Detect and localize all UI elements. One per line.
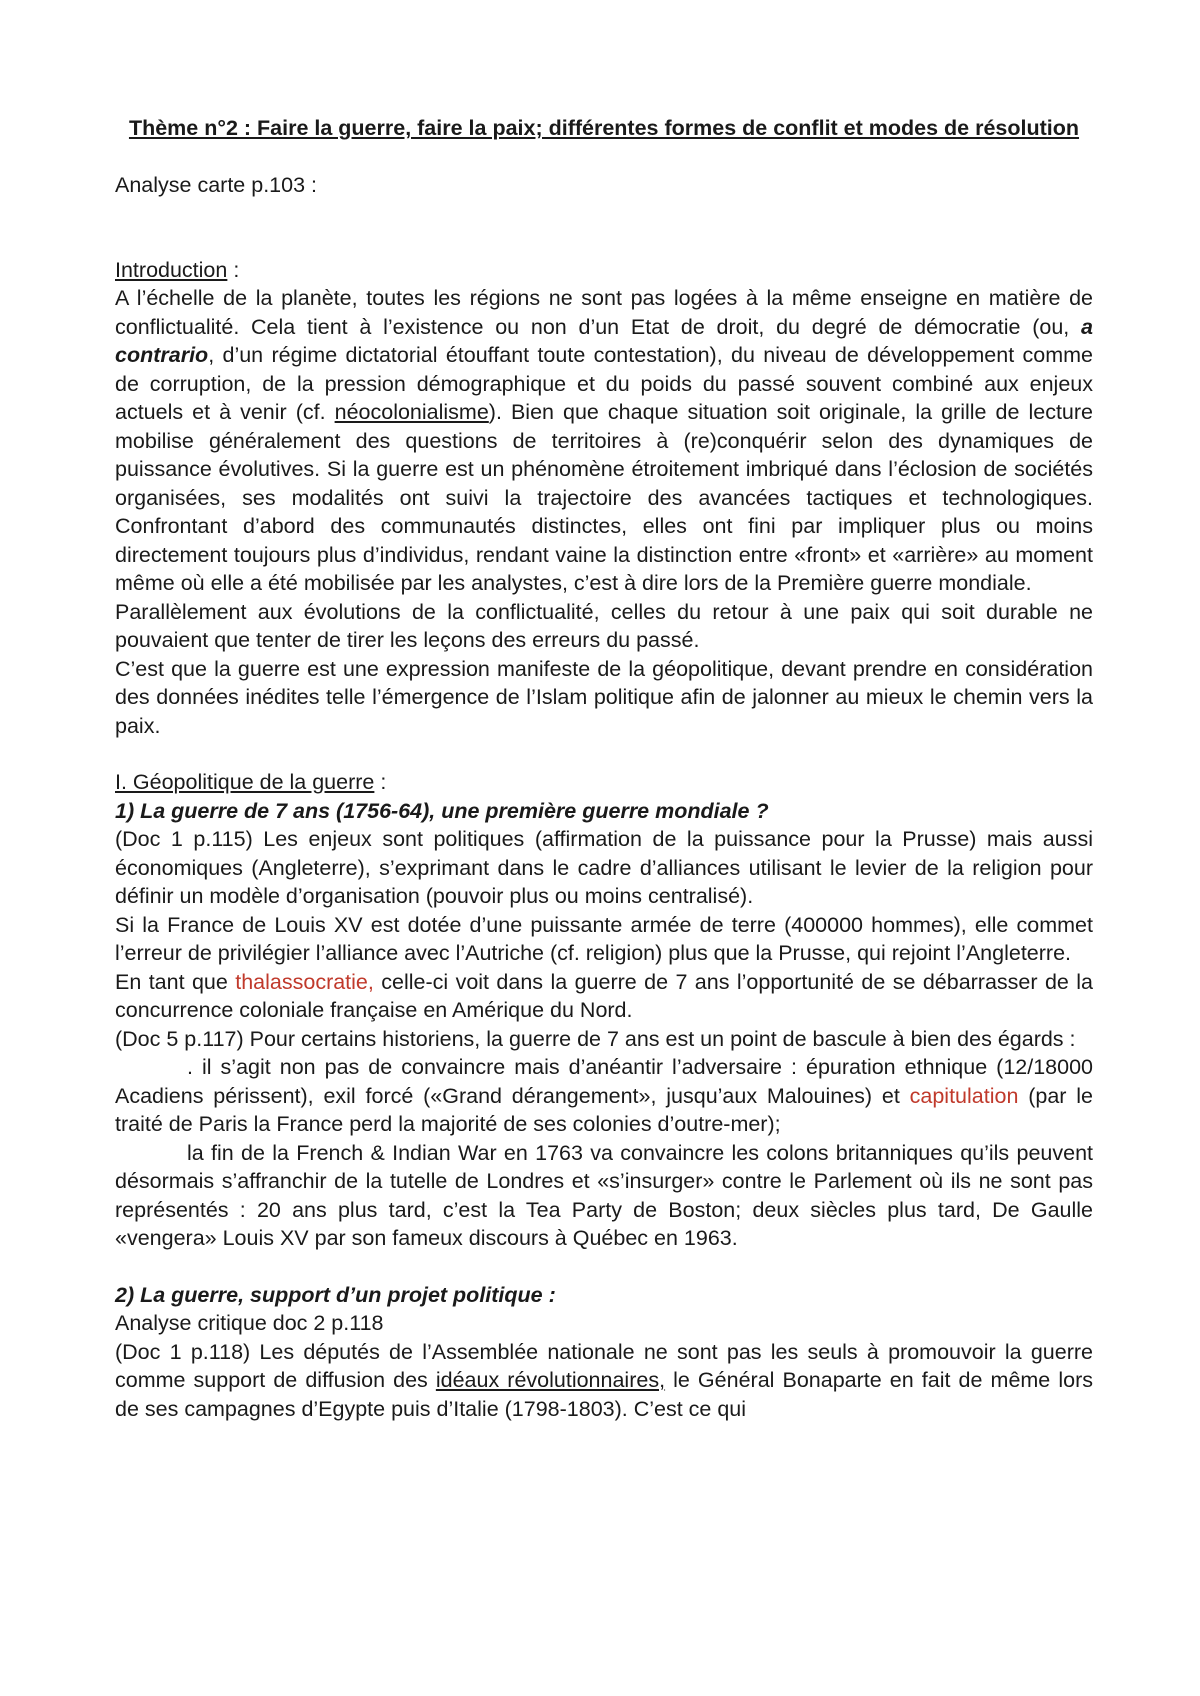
section1-paragraph-1: (Doc 1 p.115) Les enjeux sont politiques (affirmation de la puissance pour la Prusse) mais aussi économiques (Angleterre), s’exprimant dans le cadre d’alliances utilisant le levier de la religion pour définir un modèle d’organisation (pouvoir plus ou moins centralisé).: [115, 827, 1093, 908]
s1-p5-part-a: . il s’agit non pas de convaincre mais d’anéantir l’adversaire : épuration ethnique (12/18000 Acadiens périssent), exil forcé («Grand dérangement», jusqu’aux Malouines) et: [115, 1055, 1093, 1108]
intro-p1-part-a: A l’échelle de la planète, toutes les régions ne sont pas logées à la même enseigne en matière de conflictualité. Cela tient à l’existence ou non d’un Etat de droit, du degré de démocratie (ou,: [115, 286, 1093, 339]
neocolonialisme-link[interactable]: néocolonialisme: [334, 400, 489, 424]
section1-subheading-2: 2) La guerre, support d’un projet politique :: [115, 1282, 556, 1307]
section1-subheading-1: 1) La guerre de 7 ans (1756-64), une première guerre mondiale ?: [115, 798, 769, 823]
introduction-heading-suffix: :: [227, 257, 240, 282]
s1-p8-part-b: le Général Bonaparte en fait de même lors de ses campagnes d’Egypte puis d’Italie (1798-1803). C’est ce qui: [115, 1368, 1093, 1421]
section1-paragraph-3: [115, 968, 1093, 1025]
analyse-carte-text: Analyse carte p.103 :: [115, 173, 317, 197]
section1-paragraph-6: la fin de la French & Indian War en 1763 va convaincre les colons britanniques qu’ils peuvent désormais s’affranchir de la tutelle de Londres et «s’insurger» contre le Parlement où ils ne sont pas représentés : 20 ans plus tard, c’est la Tea Party de Boston; deux siècles plus tard, De Gaulle «vengera» Louis XV par son fameux discours à Québec en 1963.: [115, 1140, 1093, 1250]
section1-paragraph-8: [115, 1338, 1093, 1424]
capitulation-term: capitulation: [909, 1083, 1019, 1108]
section1-paragraph-7: Analyse critique doc 2 p.118: [115, 1311, 384, 1335]
intro-p1-italic: a contrario: [115, 314, 1093, 367]
section1-heading-text: I. Géopolitique de la guerre: [115, 770, 375, 794]
thalassocratie-term: thalassocratie,: [235, 969, 374, 994]
analyse-carte-label: [115, 171, 1093, 200]
introduction-paragraph-1: [115, 284, 1093, 598]
section1-paragraph-5: [115, 1053, 1093, 1139]
intro-p1-part-b: , d’un régime dictatorial étouffant toute contestation), du niveau de développement comme de corruption, de la pression démographique et du poids du passé souvent combiné aux enjeux actuels et à venir (cf.: [115, 343, 1093, 424]
ideaux-revolutionnaires-link[interactable]: idéaux révolutionnaires,: [435, 1368, 666, 1392]
introduction-paragraph-3: C’est que la guerre est une expression manifeste de la géopolitique, devant prendre en considération des données inédites telle l’émergence de l’Islam politique afin de jalonner au mieux le chemin vers la paix.: [115, 656, 1093, 738]
introduction-paragraph-2: Parallèlement aux évolutions de la conflictualité, celles du retour à une paix qui soit durable ne pouvaient que tenter de tirer les leçons des erreurs du passé.: [115, 599, 1093, 652]
section1-heading-suffix: :: [374, 770, 387, 794]
section1-paragraph-2: Si la France de Louis XV est dotée d’une puissante armée de terre (400000 hommes), elle commet l’erreur de privilégier l’alliance avec l’Autriche (cf. religion) plus que la Prusse, qui rejoint l’Angleterre.: [115, 912, 1093, 965]
section1-paragraph-4: (Doc 5 p.117) Pour certains historiens, la guerre de 7 ans est un point de bascule à bien des égards :: [115, 1026, 1076, 1051]
introduction-heading: [115, 256, 1093, 285]
s1-p5-part-b: (par le traité de Paris la France perd la majorité de ses colonies d’outre-mer);: [115, 1083, 1093, 1136]
document-page: [115, 114, 1093, 1423]
s1-p3-part-b: celle-ci voit dans la guerre de 7 ans l’opportunité de se débarrasser de la concurrence coloniale française en Amérique du Nord.: [115, 969, 1093, 1022]
intro-p1-part-c: ). Bien que chaque situation soit originale, la grille de lecture mobilise généralement des questions de territoires à (re)conquérir selon des dynamiques de puissance évolutives. Si la guerre est un phénomène étroitement imbriqué dans l’éclosion de sociétés organisées, ses modalités ont suivi la trajectoire des avancées tactiques et technologiques. Confrontant d’abord des communautés distinctes, elles ont fini par impliquer plus ou moins directement toujours plus d’individus, rendant vaine la distinction entre «front» et «arrière» au moment même où elle a été mobilisée par les analystes, c’est à dire lors de la Première guerre mondiale.: [115, 400, 1093, 595]
section1-heading: [115, 768, 1093, 797]
introduction-heading-text: Introduction: [115, 257, 228, 282]
document-title: Thème n°2 : Faire la guerre, faire la paix; différentes formes de conflit et modes de résolution: [128, 116, 1080, 140]
s1-p8-part-a: (Doc 1 p.118) Les députés de l’Assemblée nationale ne sont pas les seuls à promouvoir la guerre comme support de diffusion des: [115, 1339, 1093, 1392]
s1-p3-part-a: En tant que: [115, 969, 236, 994]
